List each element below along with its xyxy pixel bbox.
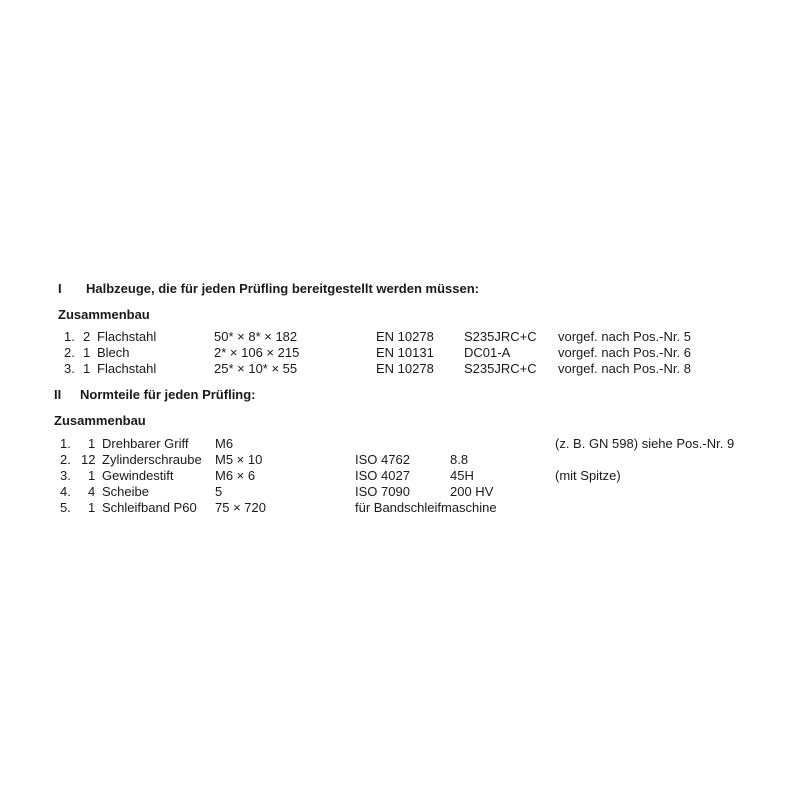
row-pos: 1. (64, 329, 75, 344)
row-norm: ISO 4027 (355, 468, 410, 483)
row-qty: 1 (88, 468, 96, 483)
row-pos: 5. (60, 500, 71, 515)
row-pos: 2. (64, 345, 75, 360)
row-grade: 8.8 (450, 452, 469, 467)
row-norm: ISO 4762 (355, 452, 410, 467)
row-qty: 1 (83, 361, 91, 376)
section-2-numeral: II (54, 387, 62, 402)
row-norm: EN 10131 (376, 345, 434, 360)
section-1-subheading: Zusammenbau (58, 307, 150, 322)
row-pos: 2. (60, 452, 71, 467)
row-material: DC01-A (464, 345, 511, 360)
row-name: Zylinderschraube (102, 452, 202, 467)
row-qty: 2 (83, 329, 91, 344)
row-pos: 1. (60, 436, 71, 451)
row-note: vorgef. nach Pos.-Nr. 8 (558, 361, 691, 376)
row-qty: 4 (88, 484, 96, 499)
row-name: Drehbarer Griff (102, 436, 189, 451)
row-dims: 25* × 10* × 55 (214, 361, 298, 376)
row-name: Flachstahl (97, 329, 157, 344)
row-name: Scheibe (102, 484, 149, 499)
row-dims: 2* × 106 × 215 (214, 345, 300, 360)
row-name: Gewindestift (102, 468, 174, 483)
row-note: (z. B. GN 598) siehe Pos.-Nr. 9 (555, 436, 735, 451)
row-name: Blech (97, 345, 130, 360)
row-qty: 1 (83, 345, 91, 360)
row-qty: 1 (88, 436, 96, 451)
section-2-heading: Normteile für jeden Prüfling: (80, 387, 256, 402)
row-pos: 3. (60, 468, 71, 483)
row-dims: 75 × 720 (215, 500, 266, 515)
section-1-numeral: I (58, 281, 62, 296)
row-name: Flachstahl (97, 361, 157, 376)
row-pos: 4. (60, 484, 71, 499)
row-norm: EN 10278 (376, 329, 434, 344)
row-dims: 5 (215, 484, 223, 499)
row-dims: M6 (215, 436, 234, 451)
row-note: vorgef. nach Pos.-Nr. 5 (558, 329, 691, 344)
row-qty: 1 (88, 500, 96, 515)
row-dims: M6 × 6 (215, 468, 256, 483)
row-dims: M5 × 10 (215, 452, 263, 467)
row-qty: 12 (81, 452, 96, 467)
row-material: S235JRC+C (464, 361, 537, 376)
row-material: S235JRC+C (464, 329, 537, 344)
row-norm: EN 10278 (376, 361, 434, 376)
section-2-subheading: Zusammenbau (54, 413, 146, 428)
row-note: (mit Spitze) (555, 468, 621, 483)
row-dims: 50* × 8* × 182 (214, 329, 298, 344)
row-grade: 200 HV (450, 484, 494, 499)
row-name: Schleifband P60 (102, 500, 197, 515)
section-1-heading: Halbzeuge, die für jeden Prüfling bereitgestellt werden müssen: (86, 281, 479, 296)
row-norm: ISO 7090 (355, 484, 410, 499)
row-pos: 3. (64, 361, 75, 376)
row-grade: 45H (450, 468, 474, 483)
row-note: vorgef. nach Pos.-Nr. 6 (558, 345, 691, 360)
row-norm: für Bandschleifmaschine (355, 500, 497, 515)
